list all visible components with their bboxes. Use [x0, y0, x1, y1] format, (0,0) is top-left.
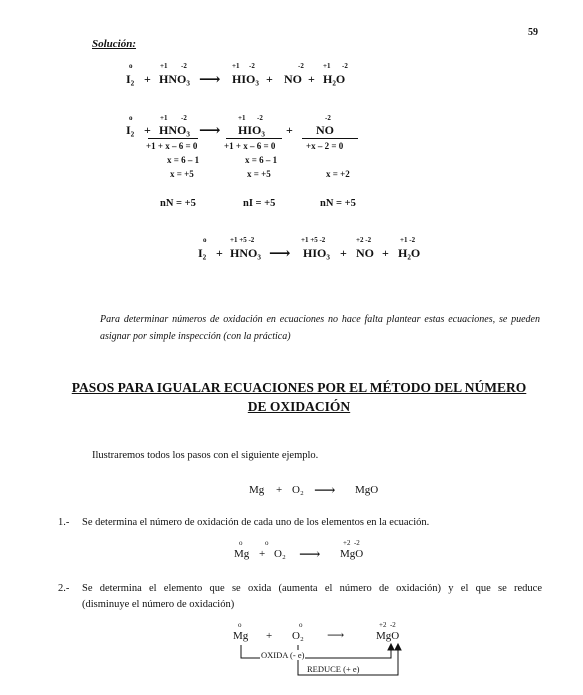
step-number: 1.- — [58, 517, 70, 528]
note-paragraph: Para determinar números de oxidación en ecuaciones no hace falta plantear estas ecuaciones, se pueden asignar por simple inspección (con la práctica) — [100, 314, 540, 342]
ox-number: +1 — [238, 114, 246, 122]
ox-number: +1 — [232, 62, 240, 70]
species-mg: Mg — [249, 484, 265, 496]
species-hno3: HNO₃ — [159, 123, 190, 137]
species-i2: I₂ — [126, 123, 135, 137]
algebra-line: +x – 2 = 0 — [306, 141, 344, 151]
step-text: Se determina el número de oxidación de cada uno de los elementos en la ecuación. — [82, 517, 430, 528]
plus-sign: + — [266, 630, 273, 642]
reaction-arrow: ⟶ — [199, 123, 221, 139]
ox-number: -2 — [181, 62, 187, 70]
species-no: NO — [284, 72, 302, 86]
species-o2: O₂ — [292, 630, 304, 642]
heading-line: DE OXIDACIÓN — [247, 399, 351, 414]
ox-number: +1 — [323, 62, 331, 70]
ox-number: o — [203, 236, 207, 244]
ox-number: o — [265, 539, 269, 547]
arrowhead — [395, 644, 401, 650]
species-mgo: MgO — [355, 484, 379, 496]
reduce-label: REDUCE (+ e) — [307, 664, 360, 674]
ox-number: -2 — [249, 62, 255, 70]
species-hio3: HIO₃ — [232, 72, 259, 86]
plus-sign: + — [144, 123, 151, 137]
algebra-line: x = +5 — [247, 169, 271, 179]
ox-number: o — [129, 62, 133, 70]
species-i2: I₂ — [126, 72, 135, 86]
ox-number: o — [239, 539, 243, 547]
ox-number: -2 — [298, 62, 304, 70]
species-mgo: MgO — [376, 630, 400, 642]
ox-number: +1 -2 — [400, 236, 416, 244]
species-o2: O₂ — [274, 548, 286, 560]
ox-number: +2 -2 — [379, 621, 396, 629]
plus-sign: + — [308, 72, 315, 86]
plus-sign: + — [216, 246, 223, 260]
oxida-label: OXIDA (- e) — [261, 650, 305, 660]
reaction-arrow: ⟶ — [299, 547, 321, 563]
result-n-nitrogen: nN = +5 — [320, 198, 356, 209]
arrowhead — [388, 644, 394, 650]
intro-text: Ilustraremos todos los pasos con el siguiente ejemplo. — [92, 450, 319, 461]
ox-number: +2 -2 — [356, 236, 372, 244]
species-hio3: HIO₃ — [238, 123, 265, 137]
algebra-line: x = +5 — [170, 169, 194, 179]
species-o2: O₂ — [292, 484, 304, 496]
algebra-line: +1 + x – 6 = 0 — [224, 141, 276, 151]
step-text: Se determina el elemento que se oxida (aumenta el número de oxidación) y el que se reduce — [82, 583, 542, 594]
plus-sign: + — [286, 123, 293, 137]
species-mg: Mg — [233, 630, 249, 642]
result-n-nitrogen: nN = +5 — [160, 198, 196, 209]
solution-label: Solución: — [92, 38, 137, 50]
algebra-line: x = +2 — [326, 169, 350, 179]
page-number: 59 — [528, 27, 538, 38]
ox-number: +1 +5 -2 — [301, 236, 326, 244]
plus-sign: + — [276, 484, 283, 496]
species-no: NO — [316, 123, 334, 137]
plus-sign: + — [259, 548, 266, 560]
plus-sign: + — [340, 246, 347, 260]
ox-number: +1 — [160, 62, 168, 70]
species-i2: I₂ — [198, 246, 207, 260]
species-no: NO — [356, 246, 374, 260]
species-h2o: H₂O — [323, 72, 346, 86]
step-text: (disminuye el número de oxidación) — [82, 599, 235, 610]
species-hno3: HNO₃ — [230, 246, 261, 260]
result-n-iodine: nI = +5 — [243, 198, 276, 209]
ox-number: o — [299, 621, 303, 629]
ox-number: +2 -2 — [343, 539, 360, 547]
species-mg: Mg — [234, 548, 250, 560]
ox-number: -2 — [181, 114, 187, 122]
plus-sign: + — [144, 72, 151, 86]
plus-sign: + — [266, 72, 273, 86]
species-mgo: MgO — [340, 548, 364, 560]
step-number: 2.- — [58, 583, 70, 594]
reaction-arrow: ⟶ — [199, 72, 221, 88]
reaction-arrow: ⟶ — [327, 628, 345, 642]
reaction-arrow: ⟶ — [314, 483, 336, 499]
algebra-line: +1 + x – 6 = 0 — [146, 141, 198, 151]
algebra-line: x = 6 – 1 — [245, 155, 278, 165]
reaction-arrow: ⟶ — [269, 246, 291, 262]
plus-sign: + — [382, 246, 389, 260]
ox-number: o — [238, 621, 242, 629]
algebra-line: x = 6 – 1 — [167, 155, 200, 165]
ox-number: +1 +5 -2 — [230, 236, 255, 244]
ox-number: -2 — [342, 62, 348, 70]
ox-number: o — [129, 114, 133, 122]
ox-number: -2 — [257, 114, 263, 122]
ox-number: +1 — [160, 114, 168, 122]
ox-number: -2 — [325, 114, 331, 122]
species-hno3: HNO₃ — [159, 72, 190, 86]
species-hio3: HIO₃ — [303, 246, 330, 260]
species-h2o: H₂O — [398, 246, 421, 260]
heading-line: PASOS PARA IGUALAR ECUACIONES POR EL MÉTODO DEL NÚMERO — [71, 380, 527, 395]
